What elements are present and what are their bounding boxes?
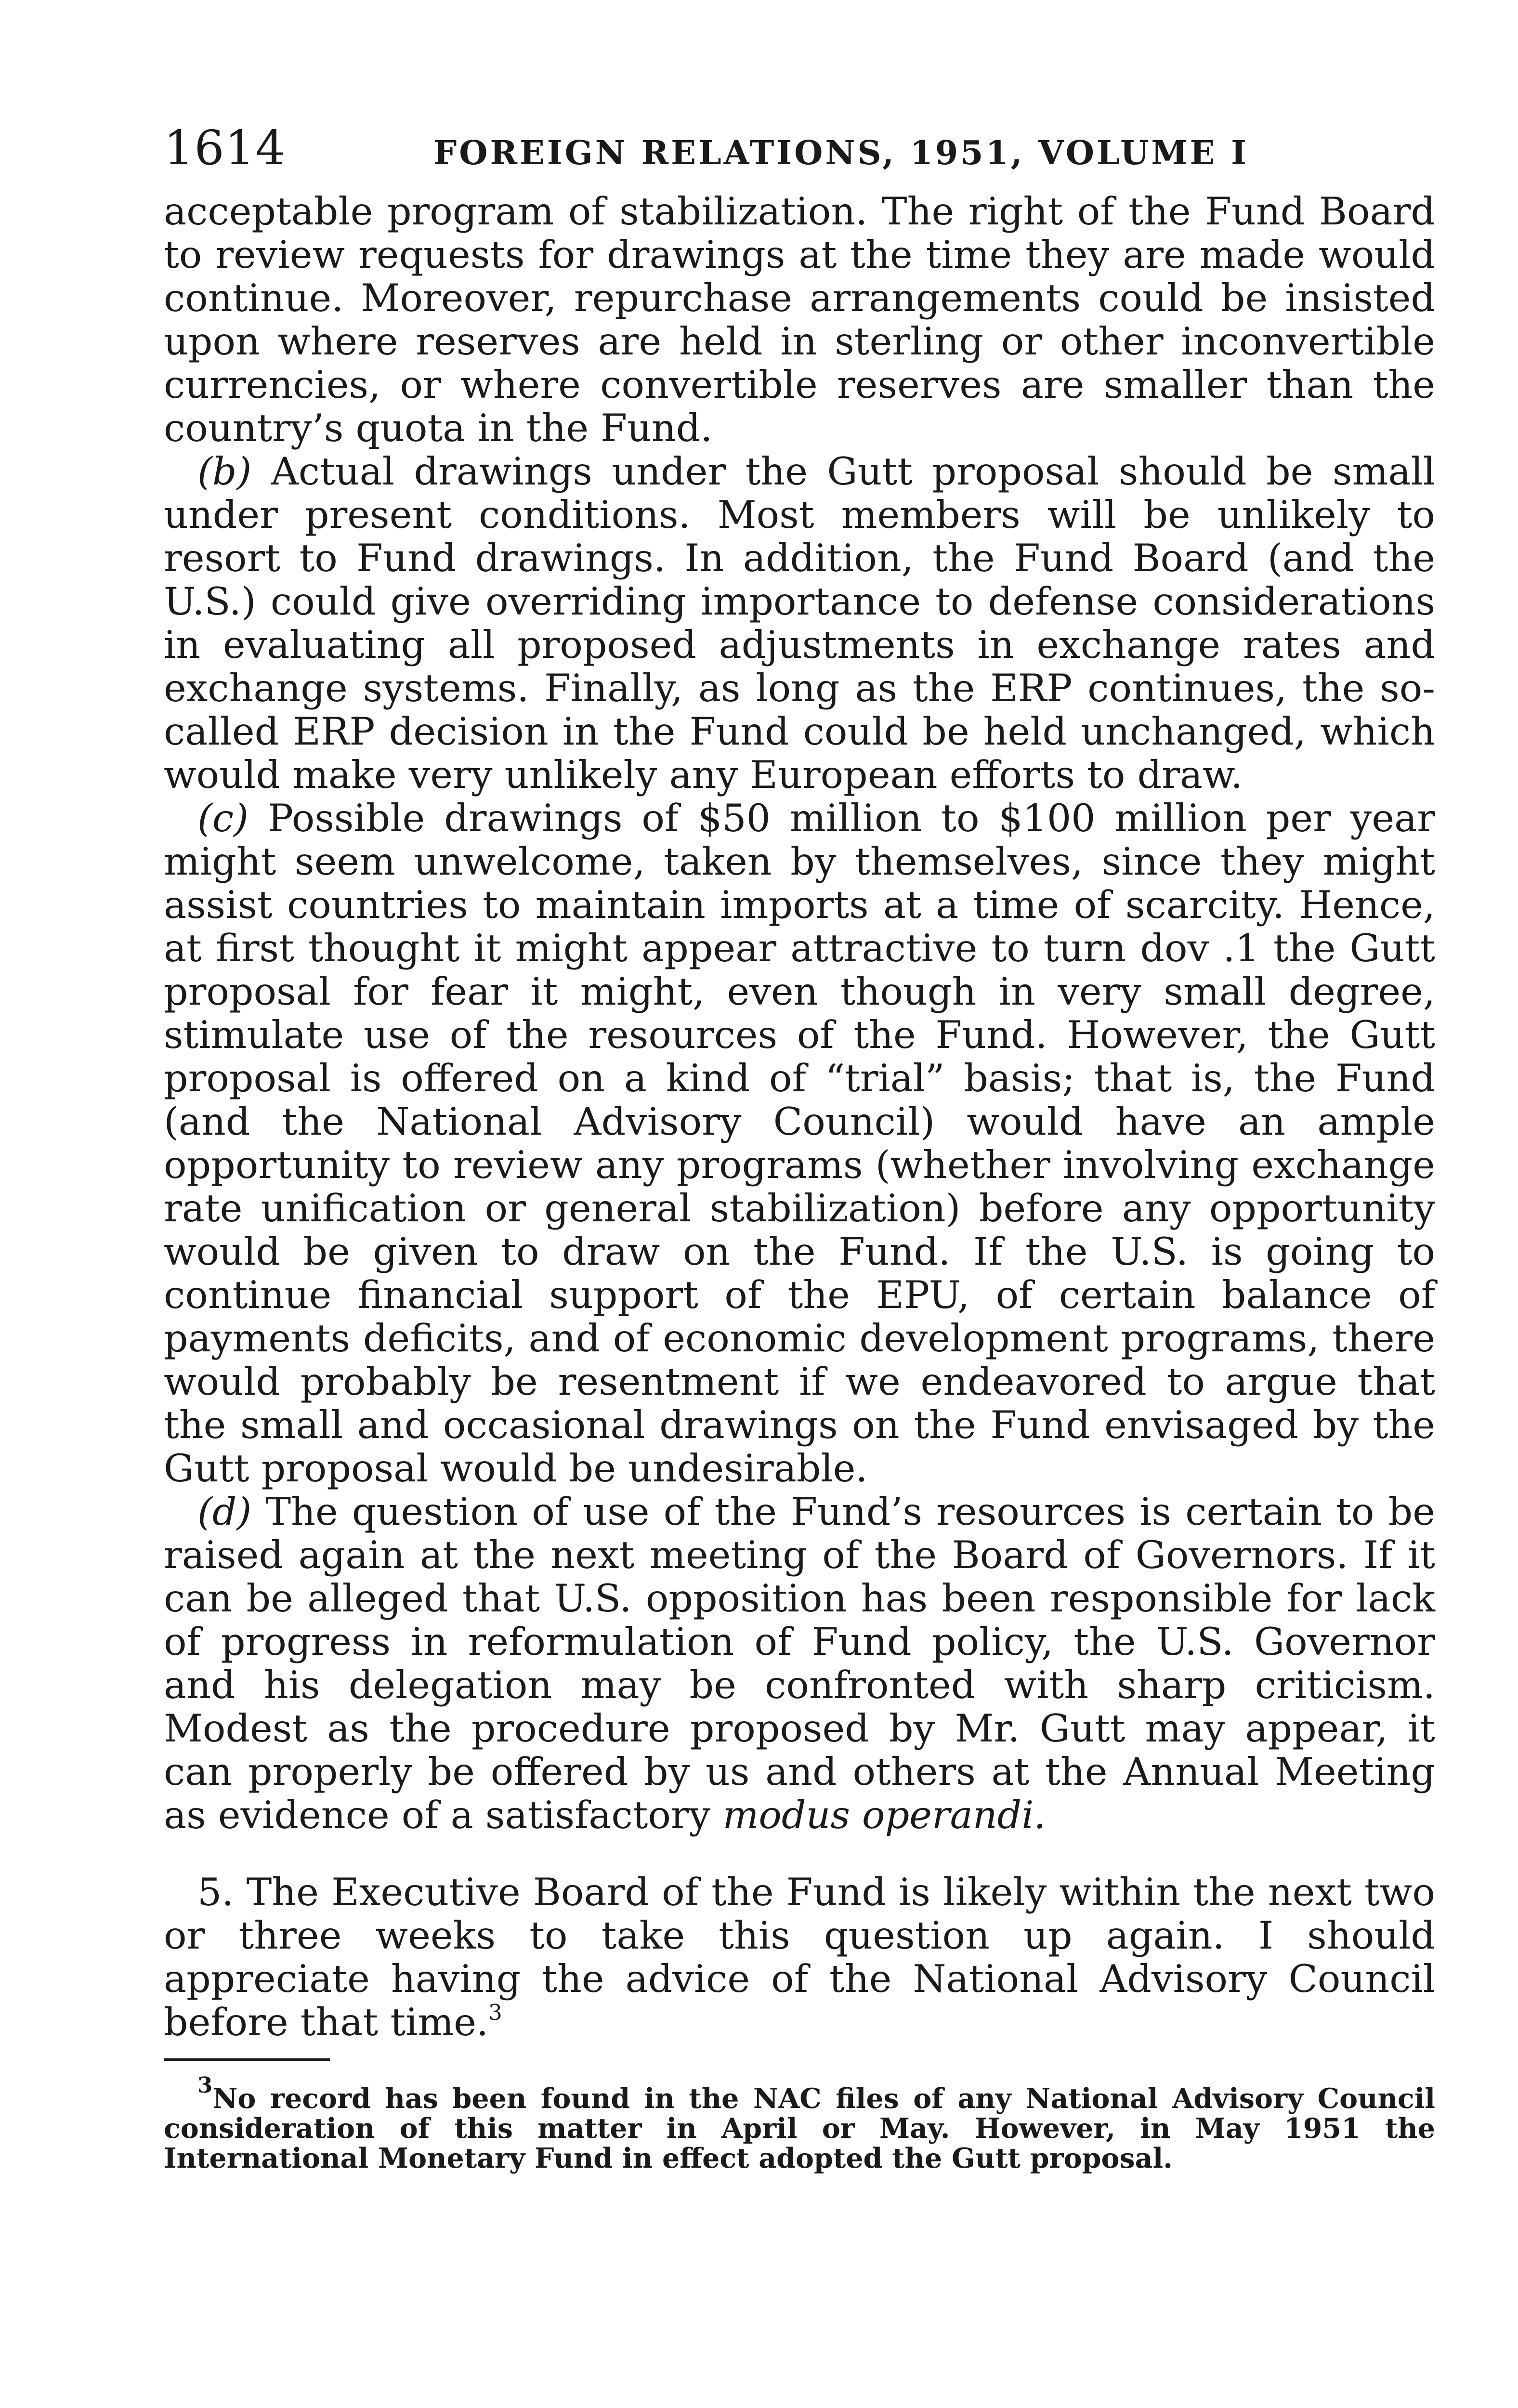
footnote [164, 2072, 1435, 2174]
paragraph-5-text: 5. The Executive Board of the Fund is likely within the next two or three weeks to take this question up again. I should appreciate having the advice of the National Advisory Council before that time. [164, 1870, 1435, 2044]
page-header [164, 120, 1435, 177]
paragraph-d-text: The question of use of the Fund’s resources is certain to be raised again at the next meeting of the Board of Governors. If it can be alleged that U.S. opposition has been responsible for lack of progress in reformulation of Fund policy, the U.S. Governor and his delegation may be confronted with sharp criticism. Modest as the procedure proposed by Mr. Gutt may appear, it can properly be offered by us and others at the Annual Meeting as evidence of a satisfactory [164, 1489, 1435, 1837]
footnote-marker: 3 [197, 2072, 213, 2098]
footnote-text: No record has been found in the NAC files of any National Advisory Council consideration of this matter in April or May. However, in May 1951 the International Monetary Fund in effect adopted the Gutt proposal. [164, 2082, 1435, 2174]
paragraph-b-label: (b) [197, 449, 252, 494]
page-number: 1614 [164, 121, 286, 176]
paragraph-d [164, 1490, 1435, 1837]
paragraph-d-label: (d) [197, 1489, 252, 1534]
paragraph-continuation [164, 190, 1435, 450]
paragraph-d-italic-tail: modus operandi. [722, 1793, 1046, 1837]
paragraph-b [164, 450, 1435, 797]
running-head: FOREIGN RELATIONS, 1951, VOLUME I [433, 134, 1249, 172]
document-page [164, 120, 1435, 2173]
footnote-divider [164, 2058, 330, 2061]
body-text [164, 190, 1435, 2044]
paragraph-c-label: (c) [197, 796, 249, 840]
paragraph-c-text: Possible drawings of $50 million to $100 million per year might seem unwelcome, taken by themselves, since they might assist countries to maintain imports at a time of scarcity. Hence, at first thought it might appear attractive to turn dov .1 the Gutt proposal for fear it might, even though in very small degree, stimulate use of the resources of the Fund. However, the Gutt proposal is offered on a kind of “trial” basis; that is, the Fund (and the National Advisory Council) would have an ample opportunity to review any programs (whether involving exchange rate unification or general stabilization) before any opportunity would be given to draw on the Fund. If the U.S. is going to continue financial support of the EPU, of certain balance of payments deficits, and of economic development programs, there would probably be resentment if we endeavored to argue that the small and occasional drawings on the Fund envisaged by the Gutt proposal would be undesirable. [164, 796, 1435, 1491]
paragraph-c [164, 797, 1435, 1490]
footnote-reference[interactable]: 3 [488, 1999, 502, 2025]
paragraph-continuation-text: acceptable program of stabilization. The right of the Fund Board to review requests for drawings at the time they are made would continue. Moreover, repurchase arrangements could be insisted upon where reserves are held in sterling or other inconvertible currencies, or where convertible reserves are smaller than the country’s quota in the Fund. [164, 189, 1435, 450]
paragraph-b-text: Actual drawings under the Gutt proposal should be small under present conditions. Most members will be unlikely to resort to Fund drawings. In addition, the Fund Board (and the U.S.) could give overriding importance to defense considerations in evaluating all proposed adjustments in exchange rates and exchange systems. Finally, as long as the ERP continues, the so-called ERP decision in the Fund could be held unchanged, which would make very unlikely any European efforts to draw. [164, 449, 1435, 797]
paragraph-5 [164, 1871, 1435, 2044]
